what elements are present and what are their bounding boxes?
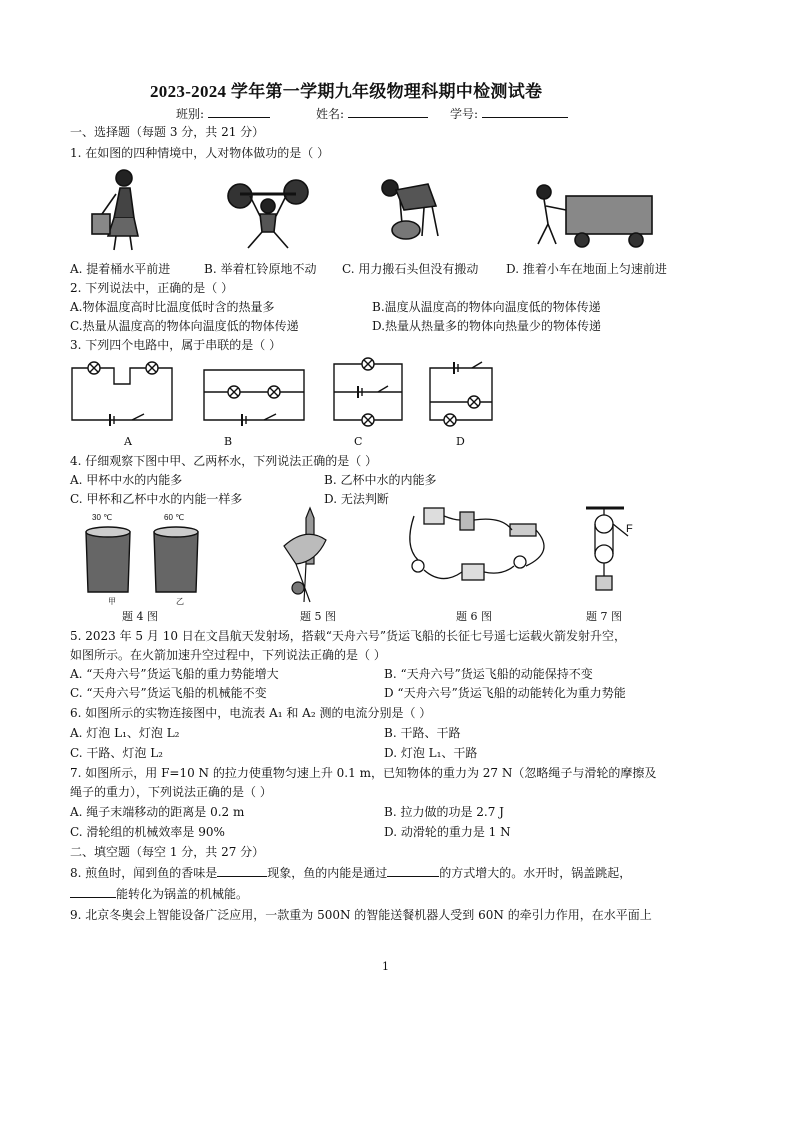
q9-stem: 9. 北京冬奥会上智能设备广泛应用，一款重为 500N 的智能送餐机器人受到 60N 的牵引力作用，在水平面上 — [70, 908, 652, 922]
q2-option-b: B.温度从温度高的物体向温度低的物体传递 — [372, 300, 601, 314]
q7-stem-line1: 7. 如图所示，用 F=10 N 的拉力使重物匀速上升 0.1 m，已知物体的重力为 27 N（忽略绳子与滑轮的摩擦及 — [70, 766, 657, 780]
page-number: 1 — [382, 960, 389, 973]
q5-option-c: C. “天舟六号”货运飞船的机械能不变 — [70, 686, 267, 700]
q6-stem: 6. 如图所示的实物连接图中，电流表 A₁ 和 A₂ 测的电流分别是（ ） — [70, 706, 432, 720]
figure-b-weightlifter — [228, 180, 308, 248]
q3-label-c: C — [354, 435, 363, 448]
q4-option-c: C. 甲杯和乙杯中水的内能一样多 — [70, 492, 243, 506]
q6-option-d: D. 灯泡 L₁、干路 — [384, 746, 478, 760]
q2-option-d: D.热量从热量多的物体向热量少的物体传递 — [372, 319, 602, 333]
page-title: 2023-2024 学年第一学期九年级物理科期中检测试卷 — [150, 82, 543, 101]
class-label: 班别: — [176, 107, 205, 121]
q2-option-a: A.物体温度高时比温度低时含的热量多 — [70, 300, 275, 314]
figure-7-pulley — [586, 508, 633, 590]
q3-label-b: B — [224, 435, 233, 448]
cup-yi-label: 乙 — [176, 597, 184, 606]
q4-option-a: A. 甲杯中水的内能多 — [70, 473, 183, 487]
circuit-b — [204, 370, 304, 426]
q3-circuits — [66, 356, 506, 450]
q6-option-b: B. 干路、干路 — [384, 726, 461, 740]
figure-4-cups — [86, 513, 198, 606]
q8-part1: 8. 煎鱼时，闻到鱼的香味是 — [70, 866, 218, 880]
caption-fig7: 题 7 图 — [586, 610, 622, 623]
q2-option-c: C.热量从温度高的物体向温度低的物体传递 — [70, 319, 299, 333]
figure-7-force-label: F — [626, 523, 633, 535]
q6-option-c: C. 干路、灯泡 L₂ — [70, 746, 163, 760]
number-blank — [482, 106, 568, 118]
figure-a-bucket — [92, 170, 138, 250]
cup-yi-temp: 60 ℃ — [164, 513, 185, 522]
figure-6-circuit — [410, 508, 544, 580]
section1-heading: 一、选择题（每题 3 分，共 21 分） — [70, 125, 265, 139]
class-blank — [208, 106, 270, 118]
caption-fig6: 题 6 图 — [456, 610, 492, 623]
q4-stem: 4. 仔细观察下图中甲、乙两杯水，下列说法正确的是（ ） — [70, 454, 378, 468]
q5-option-a: A. “天舟六号”货运飞船的重力势能增大 — [70, 667, 279, 681]
q8-blank2 — [387, 865, 439, 877]
q1-figures — [86, 166, 706, 258]
q8-part4: 能转化为锅盖的机械能。 — [116, 887, 249, 901]
q7-option-b: B. 拉力做的功是 2.7 J — [384, 805, 504, 819]
q4-option-b: B. 乙杯中水的内能多 — [324, 473, 437, 487]
q5-stem-line2: 如图所示。在火箭加速升空过程中，下列说法正确的是（ ） — [70, 648, 386, 662]
figure-c-stone — [382, 180, 438, 239]
q1-option-c: C. 用力搬石头但没有搬动 — [342, 262, 479, 276]
q7-option-d: D. 动滑轮的重力是 1 N — [384, 825, 511, 839]
q1-option-a: A. 提着桶水平前进 — [70, 262, 171, 276]
q8-blank1 — [217, 865, 267, 877]
caption-fig5: 题 5 图 — [300, 610, 336, 623]
q1-stem: 1. 在如图的四种情境中，人对物体做功的是（ ） — [70, 146, 330, 160]
caption-fig4: 题 4 图 — [122, 610, 158, 623]
section2-heading: 二、填空题（每空 1 分，共 27 分） — [70, 845, 265, 859]
q8-part3: 的方式增大的。水开时，锅盖跳起， — [439, 866, 632, 880]
q3-label-a: A — [124, 435, 132, 448]
q4-option-d: D. 无法判断 — [324, 492, 389, 506]
q8-part2: 现象，鱼的内能是通过 — [267, 866, 388, 880]
cup-jia-label: 甲 — [108, 597, 116, 606]
q1-option-b: B. 举着杠铃原地不动 — [204, 262, 317, 276]
q1-option-d: D. 推着小车在地面上匀速前进 — [506, 262, 667, 276]
q7-option-c: C. 滑轮组的机械效率是 90% — [70, 825, 225, 839]
circuit-a — [72, 362, 172, 426]
q7-option-a: A. 绳子末端移动的距离是 0.2 m — [70, 805, 245, 819]
q8-line2 — [70, 886, 248, 902]
q8-blank3 — [70, 886, 116, 898]
q8-line1 — [70, 865, 631, 881]
q3-label-d: D — [456, 435, 465, 448]
circuit-c — [334, 358, 402, 426]
number-field — [450, 105, 568, 122]
q5-option-b: B. “天舟六号”货运飞船的动能保持不变 — [384, 667, 593, 681]
number-label: 学号: — [450, 107, 479, 121]
name-blank — [348, 106, 428, 118]
q7-stem-line2: 绳子的重力），下列说法正确的是（ ） — [70, 785, 272, 799]
q2-stem: 2. 下列说法中，正确的是（ ） — [70, 281, 234, 295]
name-field — [316, 105, 428, 122]
q4-q7-figures — [80, 506, 640, 606]
q5-stem-line1: 5. 2023 年 5 月 10 日在文昌航天发射场，搭载“天舟六号”货运飞船的长征七号遥七运载火箭发射升空， — [70, 629, 627, 643]
q6-option-a: A. 灯泡 L₁、灯泡 L₂ — [70, 726, 180, 740]
q3-stem: 3. 下列四个电路中，属于串联的是（ ） — [70, 338, 282, 352]
circuit-d — [430, 362, 492, 426]
q5-option-d: D “天舟六号”货运飞船的动能转化为重力势能 — [384, 686, 626, 700]
figure-5-rocket — [284, 508, 326, 602]
class-field — [176, 105, 270, 122]
cup-jia-temp: 30 ℃ — [92, 513, 113, 522]
name-label: 姓名: — [316, 107, 345, 121]
figure-d-cart — [537, 185, 652, 247]
